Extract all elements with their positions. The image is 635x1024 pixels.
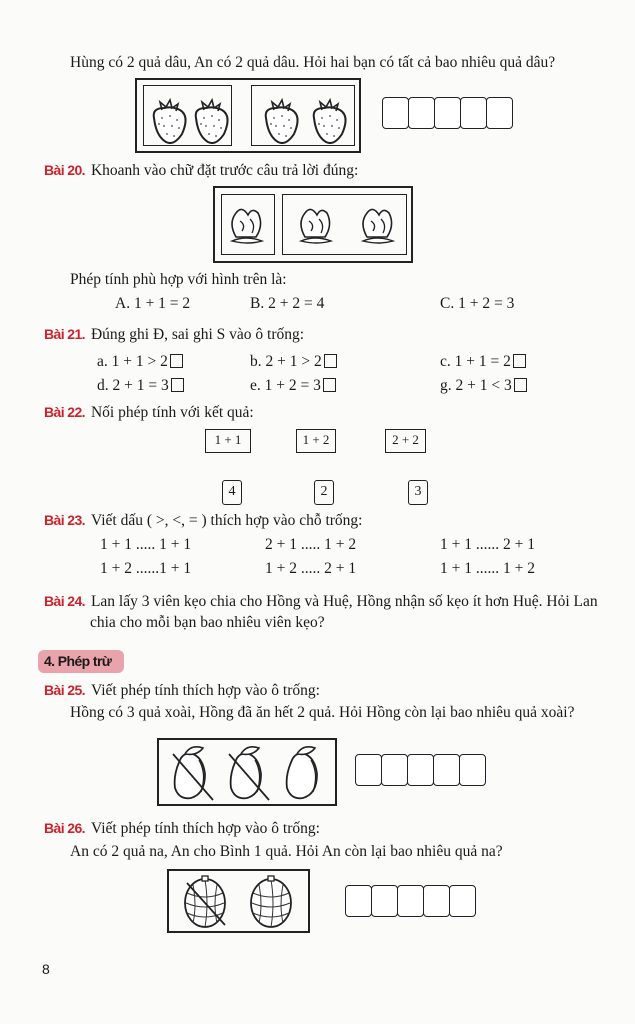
bai26-heading [44, 819, 320, 838]
answer-checkbox[interactable] [514, 378, 527, 392]
problem-text: An có 2 quả na, An cho Bình 1 quả. Hỏi An còn lại bao nhiêu quả na? [70, 843, 503, 860]
strawberry-group [143, 85, 232, 146]
mango-picture [157, 738, 337, 806]
bai23-heading [44, 511, 362, 530]
bai24-heading [44, 592, 598, 611]
butterfly-picture [213, 186, 413, 263]
compare-item[interactable]: 1 + 1 ..... 1 + 1 [100, 536, 192, 553]
result-box[interactable]: 4 [222, 480, 242, 505]
custard-apple-icon [181, 873, 301, 931]
answer-boxes[interactable] [345, 885, 475, 917]
butterfly-group [282, 194, 407, 255]
butterfly-group [221, 194, 275, 255]
instruction: Đúng ghi Đ, sai ghi S vào ô trống: [90, 326, 305, 343]
bai20-heading [44, 161, 358, 180]
butterfly-icon [293, 203, 403, 247]
compare-item[interactable]: 1 + 1 ...... 2 + 1 [440, 536, 535, 553]
instruction: Khoanh vào chữ đặt trước câu trả lời đúng: [90, 162, 359, 179]
expression-box[interactable]: 2 + 2 [385, 429, 426, 453]
exercise-label: Bài 21. [44, 326, 85, 342]
strawberry-icon [148, 98, 232, 144]
butterfly-icon [228, 203, 268, 247]
answer-checkbox[interactable] [323, 378, 336, 392]
answer-checkbox[interactable] [513, 354, 526, 368]
statement-item: g. 2 + 1 < 3 [440, 377, 527, 395]
answer-boxes[interactable] [382, 97, 512, 129]
result-box[interactable]: 2 [314, 480, 334, 505]
page-number: 8 [42, 961, 50, 977]
statement-item: d. 2 + 1 = 3 [97, 377, 184, 395]
statement-item: a. 1 + 1 > 2 [97, 353, 183, 371]
compare-item[interactable]: 1 + 2 ..... 2 + 1 [265, 560, 357, 577]
problem-text: Lan lấy 3 viên kẹo chia cho Hồng và Huệ, Hồng nhận số kẹo ít hơn Huệ. Hỏi Lan [90, 593, 598, 610]
compare-item[interactable]: 1 + 2 ......1 + 1 [100, 560, 192, 577]
bai22-heading [44, 403, 254, 422]
answer-checkbox[interactable] [170, 354, 183, 368]
compare-item[interactable]: 2 + 1 ..... 1 + 2 [265, 536, 357, 553]
exercise-label: Bài 24. [44, 593, 85, 609]
instruction: Viết phép tính thích hợp vào ô trống: [90, 682, 320, 699]
exercise-label: Bài 26. [44, 820, 85, 836]
exercise-label: Bài 20. [44, 162, 85, 178]
result-box[interactable]: 3 [408, 480, 428, 505]
instruction: Nối phép tính với kết quả: [90, 404, 254, 421]
intro-question: Hùng có 2 quả dâu, An có 2 quả dâu. Hỏi hai bạn có tất cả bao nhiêu quả dâu? [70, 54, 556, 71]
expression-box[interactable]: 1 + 1 [205, 429, 251, 453]
answer-checkbox[interactable] [171, 378, 184, 392]
statement-item: e. 1 + 2 = 3 [250, 377, 336, 395]
option-c[interactable]: C. 1 + 2 = 3 [440, 295, 515, 312]
answer-checkbox[interactable] [324, 354, 337, 368]
mango-icon [169, 744, 329, 804]
exercise-label: Bài 25. [44, 682, 85, 698]
strawberry-icon [260, 98, 350, 144]
answer-boxes[interactable] [355, 754, 485, 786]
bai21-heading [44, 325, 304, 344]
problem-text: chia cho mỗi bạn bao nhiêu viên kẹo? [90, 614, 325, 631]
statement-item: b. 2 + 1 > 2 [250, 353, 337, 371]
bai20-question: Phép tính phù hợp với hình trên là: [70, 271, 287, 288]
option-b[interactable]: B. 2 + 2 = 4 [250, 295, 325, 312]
section-badge: 4. Phép trừ [38, 650, 124, 673]
option-a[interactable]: A. 1 + 1 = 2 [115, 295, 191, 312]
instruction: Viết phép tính thích hợp vào ô trống: [90, 820, 320, 837]
statement-item: c. 1 + 1 = 2 [440, 353, 526, 371]
exercise-label: Bài 22. [44, 404, 85, 420]
custard-apple-picture [167, 869, 310, 933]
strawberry-picture [135, 78, 361, 153]
exercise-label: Bài 23. [44, 512, 85, 528]
compare-item[interactable]: 1 + 1 ...... 1 + 2 [440, 560, 535, 577]
problem-text: Hồng có 3 quả xoài, Hồng đã ăn hết 2 quả. Hỏi Hồng còn lại bao nhiêu quả xoài? [70, 704, 575, 721]
strawberry-group [251, 85, 355, 146]
instruction: Viết dấu ( >, <, = ) thích hợp vào chỗ trống: [90, 512, 363, 529]
bai25-heading [44, 681, 320, 700]
expression-box[interactable]: 1 + 2 [296, 429, 336, 453]
